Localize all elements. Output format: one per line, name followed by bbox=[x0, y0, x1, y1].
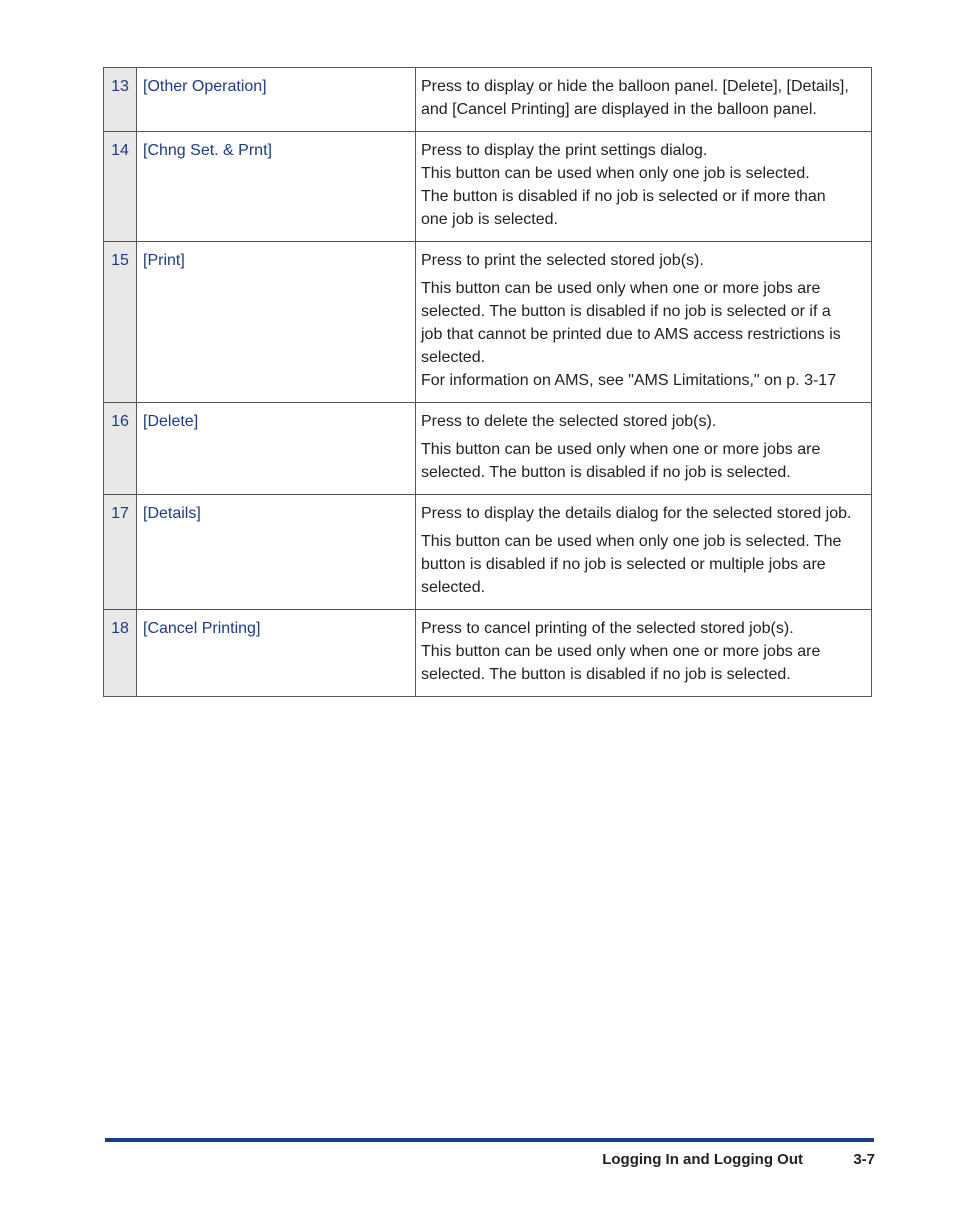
description-line: Press to display the print settings dialog. bbox=[421, 142, 708, 159]
row-description bbox=[416, 610, 872, 697]
footer-chapter-title: Logging In and Logging Out bbox=[602, 1151, 803, 1168]
description-line: selected. bbox=[421, 579, 486, 596]
row-number: 16 bbox=[104, 403, 137, 495]
description-line: selected. bbox=[421, 349, 486, 366]
row-description bbox=[416, 495, 872, 610]
description-line: button is disabled if no job is selected or multiple jobs are bbox=[421, 556, 826, 573]
description-line: job that cannot be printed due to AMS access restrictions is bbox=[421, 326, 841, 343]
row-description bbox=[416, 242, 872, 403]
table-row bbox=[104, 68, 872, 132]
button-name: [Chng Set. & Prnt] bbox=[137, 132, 416, 242]
description-line: selected. The button is disabled if no job is selected. bbox=[421, 666, 791, 683]
description-line: Press to print the selected stored job(s). bbox=[421, 252, 704, 269]
description-line: This button can be used only when one or more jobs are bbox=[421, 643, 821, 660]
description-line: one job is selected. bbox=[421, 211, 558, 228]
button-name: [Details] bbox=[137, 495, 416, 610]
description-line: This button can be used only when one or more jobs are bbox=[421, 441, 821, 458]
description-line: This button can be used when only one job is selected. bbox=[421, 165, 810, 182]
description-line: For information on AMS, see "AMS Limitations," on p. 3-17 bbox=[421, 372, 837, 389]
description-line: and [Cancel Printing] are displayed in the balloon panel. bbox=[421, 101, 817, 118]
row-number: 17 bbox=[104, 495, 137, 610]
description-line: selected. The button is disabled if no job is selected or if a bbox=[421, 303, 831, 320]
table-row bbox=[104, 610, 872, 697]
row-number: 15 bbox=[104, 242, 137, 403]
row-description bbox=[416, 403, 872, 495]
description-line: This button can be used only when one or more jobs are bbox=[421, 280, 821, 297]
footer-rule bbox=[105, 1138, 874, 1142]
button-name: [Cancel Printing] bbox=[137, 610, 416, 697]
description-line: selected. The button is disabled if no job is selected. bbox=[421, 464, 791, 481]
description-line: Press to display or hide the balloon panel. [Delete], [Details], bbox=[421, 78, 849, 95]
description-line: Press to display the details dialog for the selected stored job. bbox=[421, 505, 852, 522]
footer-page-number: 3-7 bbox=[853, 1151, 875, 1168]
description-line: This button can be used when only one job is selected. The bbox=[421, 533, 842, 550]
row-description bbox=[416, 68, 872, 132]
button-name: [Print] bbox=[137, 242, 416, 403]
table-row bbox=[104, 132, 872, 242]
table-row bbox=[104, 242, 872, 403]
row-description bbox=[416, 132, 872, 242]
row-number: 14 bbox=[104, 132, 137, 242]
row-number: 13 bbox=[104, 68, 137, 132]
button-name: [Delete] bbox=[137, 403, 416, 495]
row-number: 18 bbox=[104, 610, 137, 697]
reference-table bbox=[103, 67, 872, 697]
description-line: The button is disabled if no job is selected or if more than bbox=[421, 188, 826, 205]
description-line: Press to delete the selected stored job(s). bbox=[421, 413, 717, 430]
description-line: Press to cancel printing of the selected stored job(s). bbox=[421, 620, 794, 637]
button-name: [Other Operation] bbox=[137, 68, 416, 132]
table-row bbox=[104, 403, 872, 495]
table-row bbox=[104, 495, 872, 610]
